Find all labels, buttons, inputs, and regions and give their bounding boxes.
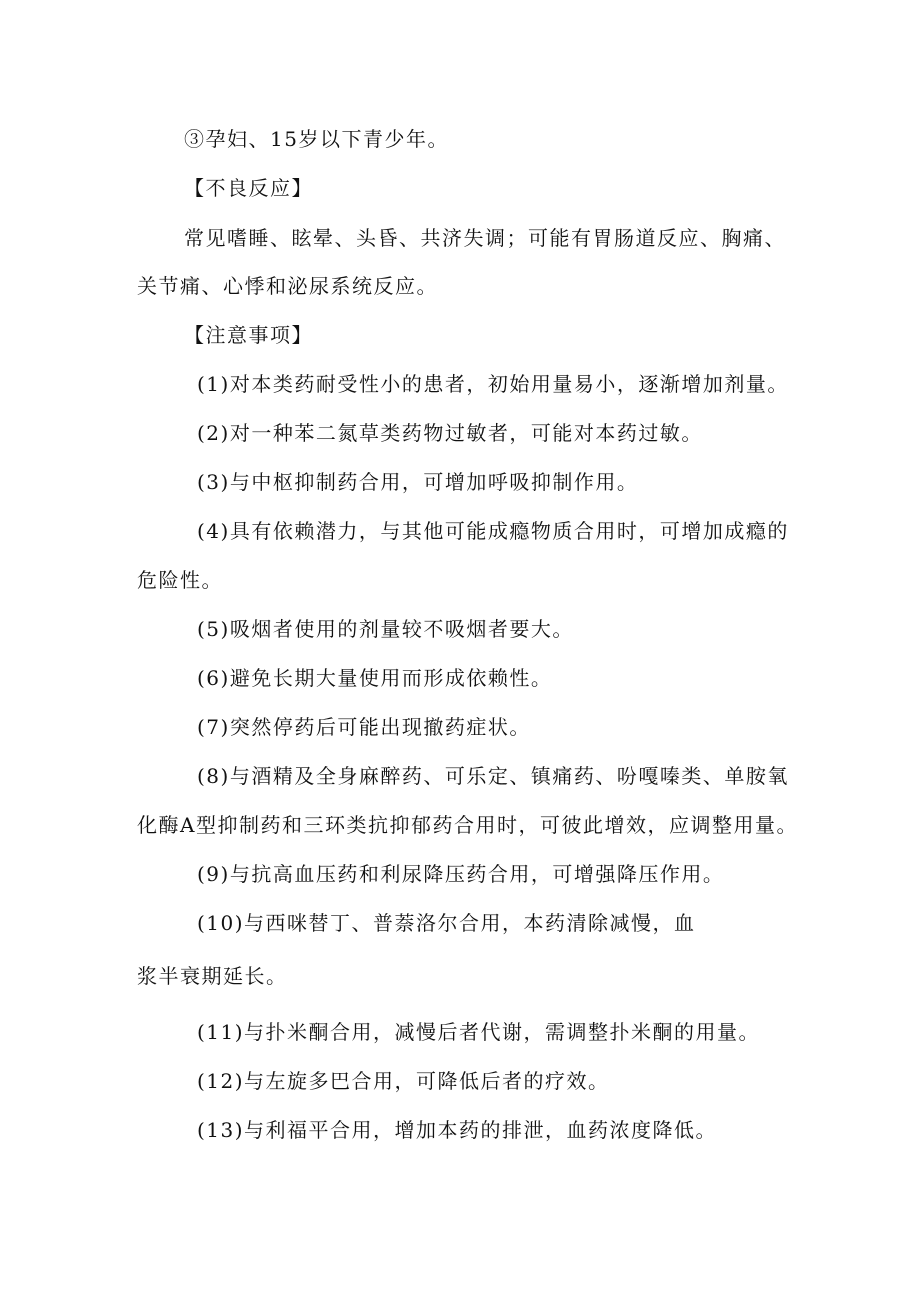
list-item: (5)吸烟者使用的剂量较不吸烟者要大。 (197, 617, 574, 641)
list-item: (12)与左旋多巴合用，可降低后者的疗效。 (197, 1069, 610, 1093)
list-item: (1)对本类药耐受性小的患者，初始用量易小，逐渐增加剂量。 (197, 372, 789, 396)
list-item-continuation: 化酶A型抑制药和三环类抗抑郁药合用时，可彼此增效，应调整用量。 (137, 813, 798, 837)
list-item: (9)与抗高血压药和利尿降压药合用，可增强降压作用。 (197, 862, 725, 886)
list-item: (11)与扑米酮合用，减慢后者代谢，需调整扑米酮的用量。 (197, 1020, 761, 1044)
text-line: 常见嗜睡、眩晕、头昏、共济失调；可能有胃肠道反应、胸痛、 (184, 226, 786, 250)
list-item-continuation: 浆半衰期延长。 (137, 964, 288, 988)
list-item: (10)与西咪替丁、普萘洛尔合用，本药清除减慢，血 (197, 911, 696, 935)
text-line: ③孕妇、15岁以下青少年。 (184, 127, 449, 151)
list-item: (7)突然停药后可能出现撤药症状。 (197, 715, 531, 739)
list-item: (3)与中枢抑制药合用，可增加呼吸抑制作用。 (197, 470, 639, 494)
list-item: (4)具有依赖潜力，与其他可能成瘾物质合用时，可增加成瘾的 (197, 519, 789, 543)
section-heading-adverse-reactions: 【不良反应】 (184, 176, 313, 200)
list-item: (2)对一种苯二氮草类药物过敏者，可能对本药过敏。 (197, 421, 703, 445)
text-line: 关节痛、心悸和泌尿系统反应。 (137, 274, 438, 298)
list-item-continuation: 危险性。 (137, 568, 223, 592)
list-item: (6)避免长期大量使用而形成依赖性。 (197, 666, 553, 690)
list-item: (13)与利福平合用，增加本药的排泄，血药浓度降低。 (197, 1118, 718, 1142)
list-item: (8)与酒精及全身麻醉药、可乐定、镇痛药、吩嘎嗪类、单胺氧 (197, 764, 789, 788)
section-heading-precautions: 【注意事项】 (184, 323, 313, 347)
